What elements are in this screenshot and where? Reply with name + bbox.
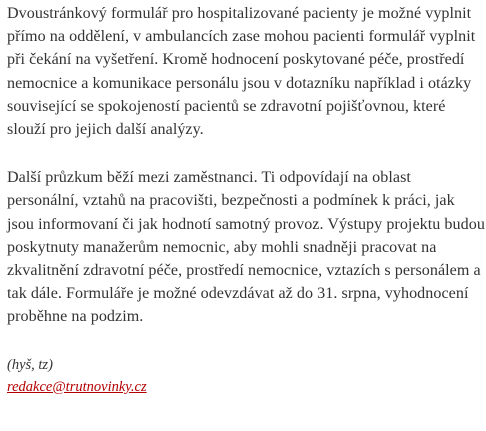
article-paragraph: Další průzkum běží mezi zaměstnanci. Ti odpovídají na oblast personální, vztahů na pracovišti, bezpečnosti a podmínek k práci, jak jsou informovaní či jak hodnotí samotný provoz. Výstupy projektu budou poskytnuty manažerům nemocnic, aby mohli snadněji pracovat na zkvalitnění zdravotní péče, prostředí nemocnice, vztazích s personálem a tak dále. Formuláře je možné odevzdávat až do 31. srpna, vyhodnocení proběhne na podzim. [7, 169, 485, 326]
editor-email-link[interactable]: redakce@trutnovinky.cz [7, 378, 147, 395]
article-body [7, 0, 485, 398]
article-signature [7, 354, 485, 398]
article-paragraph: Dvoustránkový formulář pro hospitalizované pacienty je možné vyplnit přímo na oddělení, v ambulancích zase mohou pacienti formulář vyplnit při čekání na vyšetření. Kromě hodnocení poskytované péče, prostředí nemocnice a komunikace personálu jsou v dotazníku například i otázky související se spokojeností pacientů se zdravotní pojišťovnou, které slouží pro jejich další analýzy. [7, 5, 476, 139]
author-initials: (hyš, tz) [7, 356, 53, 373]
